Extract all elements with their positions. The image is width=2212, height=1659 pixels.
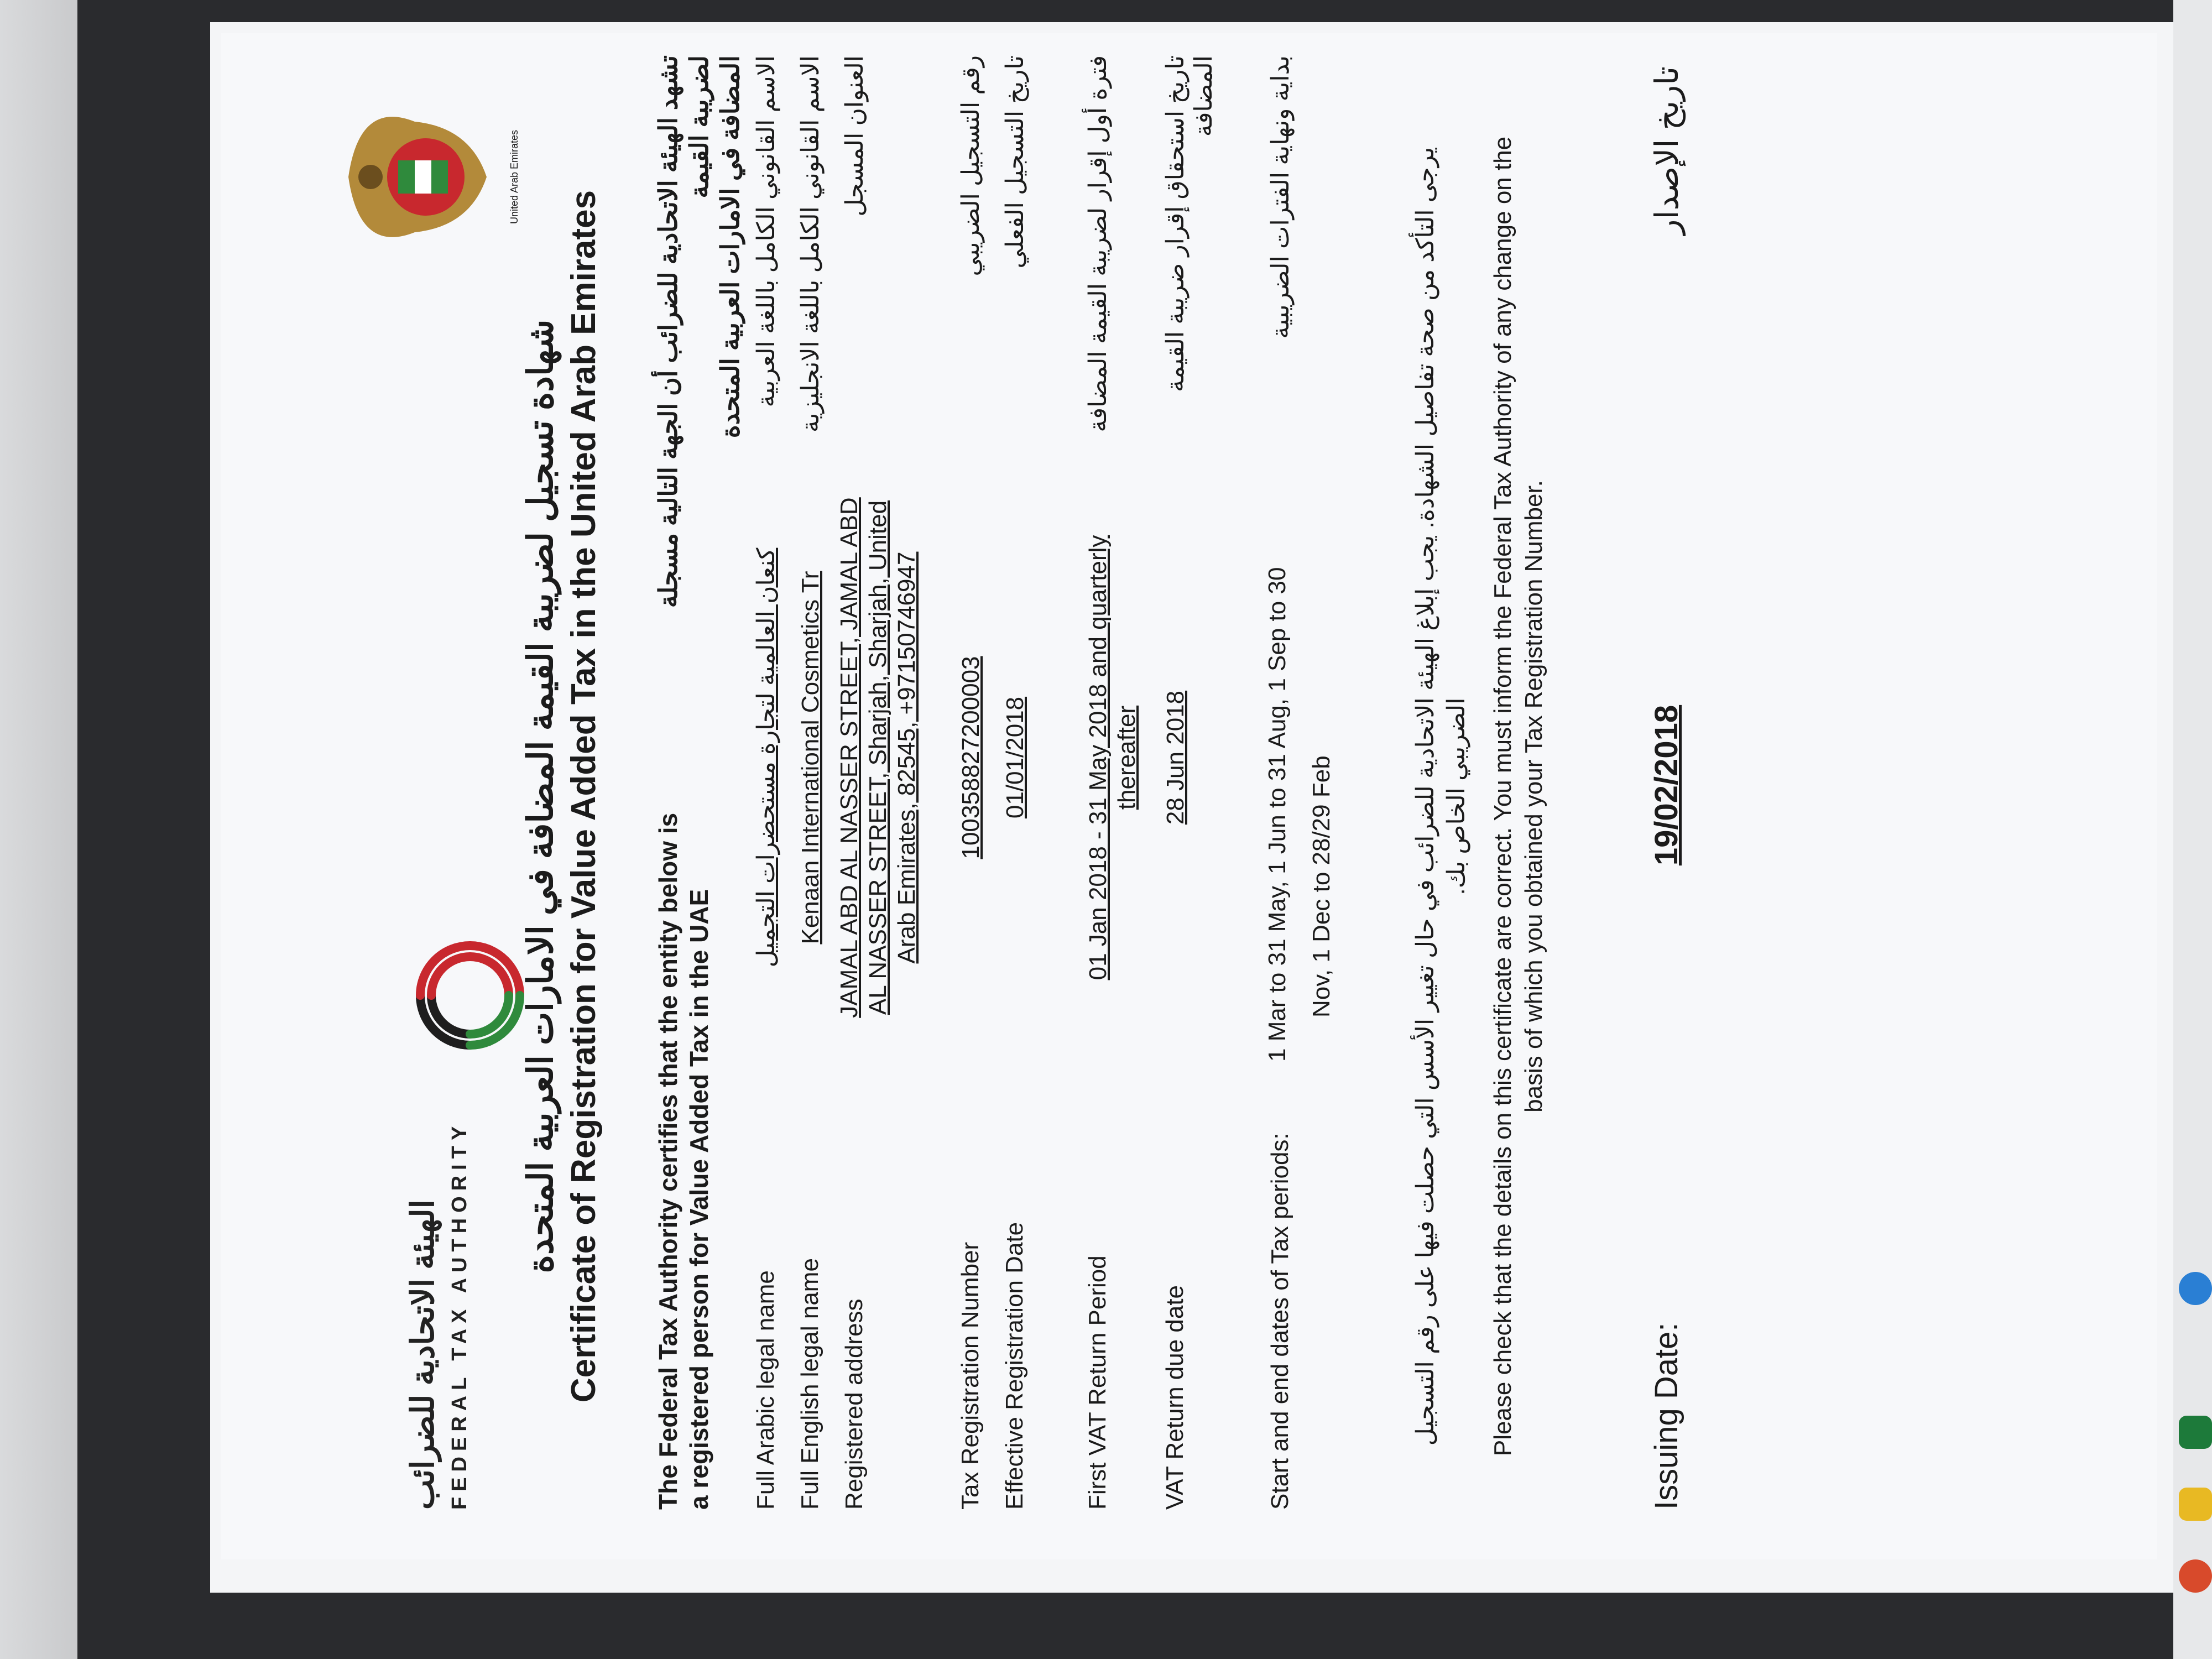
value-effective-registration-date: 01/01/2018 [1001,696,1029,819]
label-full-arabic-legal-name: Full Arabic legal name [752,1270,779,1510]
title-arabic: شهادة تسجيل لضريبة القيمة المضافة في الامارات العربية المتحدة [520,319,560,1274]
value-full-english-legal-name: Kenaan International Cosmetics Tr [797,571,824,945]
excel-icon[interactable] [2179,1416,2212,1449]
label-ar-registered-address: العنوان المسجل [841,55,868,217]
label-vat-return-due-date: VAT Return due date [1161,1285,1188,1510]
uae-emblem-icon [326,88,503,265]
value-tax-registration-number: 100358827200003 [957,656,984,859]
issuing-date-label-arabic: تاريخ الإصدار [1649,66,1685,235]
label-full-english-legal-name: Full English legal name [796,1258,823,1510]
certify-en-line-1: The Federal Tax Authority certifies that the entity below is [654,812,682,1510]
issuing-date-value: 19/02/2018 [1648,705,1684,866]
authority-name-arabic: الهيئة الاتحادية للضرائب [405,1199,441,1510]
label-ar-tax-periods: بداية ونهاية الفترات الضريبية [1267,55,1294,339]
label-ar-vat-return-due-date: تاريخ استحقاق إقرار ضريبة القيمة المضافة [1162,55,1217,392]
tax-periods-line-2: Nov, 1 Dec to 28/29 Feb [1308,755,1335,1018]
value-first-vat-return-period [1084,453,1141,1062]
address-line-1: JAMAL ABD AL NASSER STREET, JAMAL ABD [836,497,863,1018]
notice-en-line-2: basis of which you obtained your Tax Registration Number. [1520,480,1547,1113]
value-full-arabic-legal-name: كنعان العالمية لتجارة مستحضرات التجميل [753,547,780,968]
notice-english [1488,83,1550,1510]
certify-statement-arabic [653,55,745,675]
emblem-caption: United Arab Emirates [509,129,520,225]
tax-periods-line-1: 1 Mar to 31 May, 1 Jun to 31 Aug, 1 Sep to 30 [1264,567,1291,1062]
address-line-3: Arab Emirates, 82545, +97150746947 [893,551,920,964]
browser-icon[interactable] [2179,1559,2212,1593]
label-tax-periods: Start and end dates of Tax periods: [1266,1133,1293,1510]
certify-ar-line-2: المضافة في الامارات العربية المتحدة [716,55,744,439]
folder-icon[interactable] [2179,1488,2212,1521]
label-tax-registration-number: Tax Registration Number [957,1241,984,1510]
notice-arabic [1410,83,1472,1510]
notice-ar-line-1: يرجى التأكد من صحة تفاصيل الشهادة. يجب إبلاغ الهيئة الاتحادية للضرائب في حال تغيير الأسس التي حصلت فيها على رقم التسجيل [1412,147,1439,1446]
certify-en-line-2: a registered person for Value Added Tax in the UAE [685,889,713,1510]
monitor-bezel-right [2173,0,2212,1659]
certify-statement-english [653,625,714,1510]
label-registered-address: Registered address [841,1298,868,1510]
first-period-line-1: 01 Jan 2018 - 31 May 2018 and quarterly [1084,535,1112,980]
value-vat-return-due-date: 28 Jun 2018 [1162,690,1189,825]
title-english: Certificate of Registration for Value Added Tax in the United Arab Emirates [565,190,603,1403]
notice-en-line-1: Please check that the details on this certificate are correct. You must inform the Federal Tax Authority of any change on the [1489,136,1516,1457]
label-ar-full-arabic-legal-name: الاسم القانوني الكامل باللغة العربية [753,55,780,408]
value-registered-address [835,453,921,1062]
label-ar-full-english-legal-name: الاسم القانوني الكامل باللغة الانجليزية [797,55,824,433]
certificate-page [221,33,2157,1559]
address-line-2: AL NASSER STREET, Sharjah, Sharjah, United [864,500,891,1015]
notice-ar-line-2: الضريبي الخاص بك. [1443,697,1470,895]
certify-ar-line-1: تشهد الهيئة الاتحادية للضرائب أن الجهة التالية مسجلة لضريبة القيمة [654,55,713,608]
first-period-line-2: thereafter [1113,705,1140,810]
label-first-vat-return-period: First VAT Return Period [1084,1255,1111,1510]
label-ar-tax-registration-number: رقم التسجيل الضريبي [957,55,984,276]
monitor-bezel-left [0,0,77,1659]
authority-name-english: FEDERAL TAX AUTHORITY [448,1120,471,1510]
issuing-date-label: Issuing Date: [1648,1322,1684,1510]
label-ar-effective-registration-date: تاريخ التسجيل الفعلي [1001,55,1029,269]
label-effective-registration-date: Effective Registration Date [1001,1222,1028,1510]
app-icon-circle[interactable] [2179,1272,2212,1305]
label-ar-first-vat-return-period: فترة أول إقرار لضريبة القيمة المضافة [1084,55,1112,432]
